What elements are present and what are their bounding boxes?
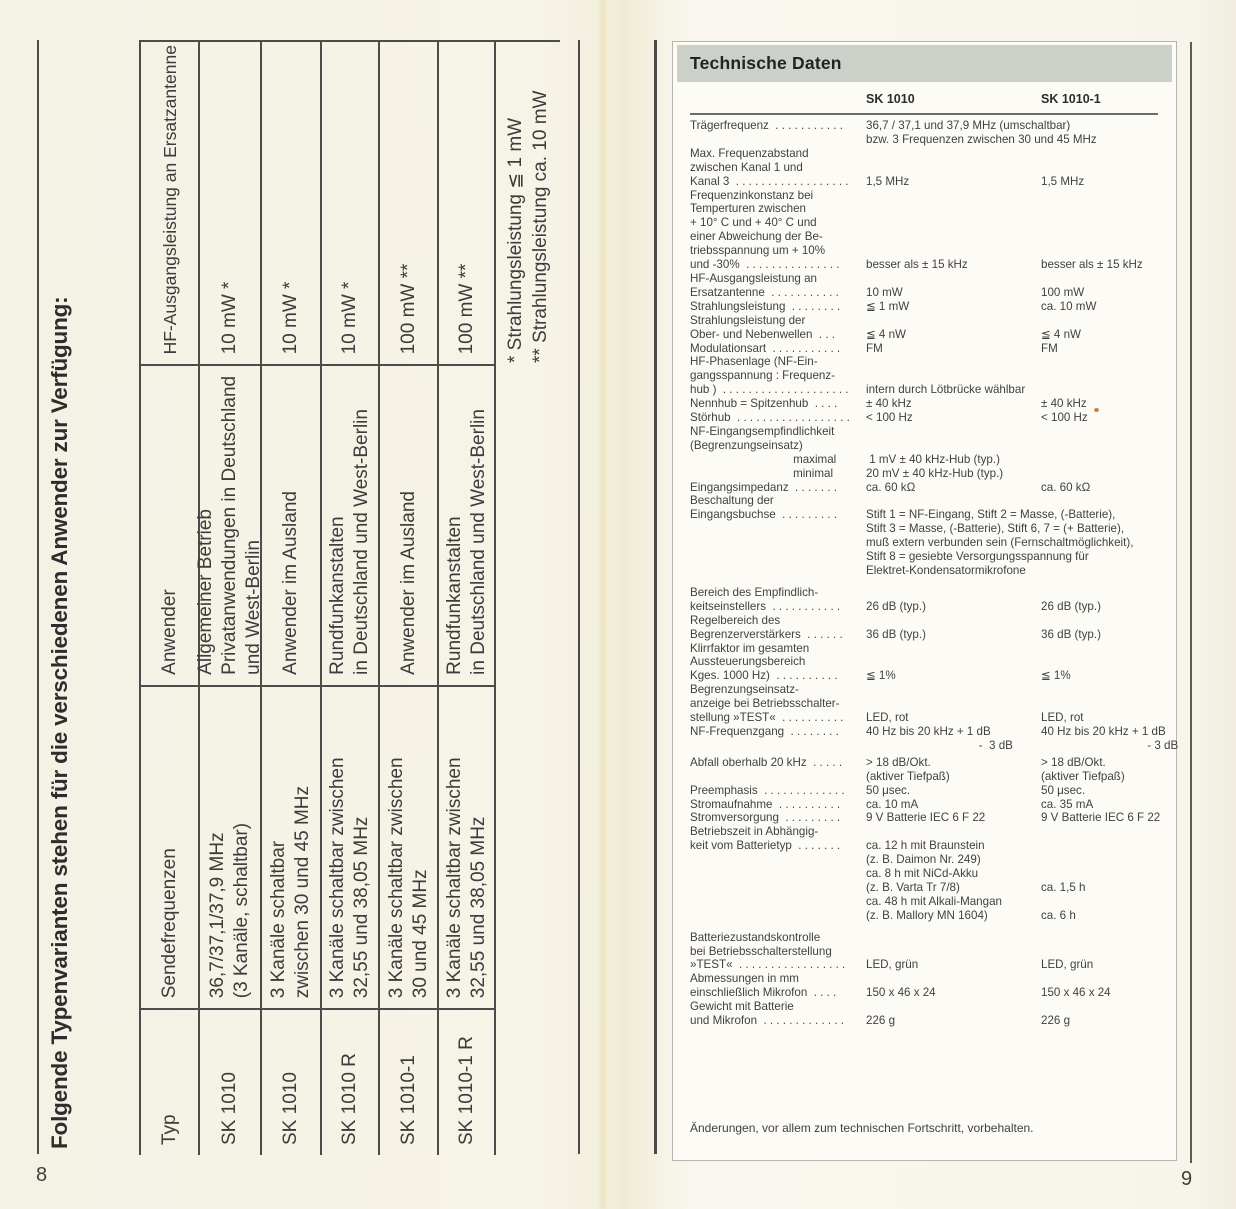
change-reservation-note: Änderungen, vor allem zum technischen Fortschritt, vorbehalten. [690, 1121, 1034, 1135]
spec-value-sk1010 [866, 931, 1041, 945]
spec-label: Stromaufnahme . . . . . . . . . . [690, 797, 841, 811]
technical-data-title: Technische Daten [690, 53, 842, 73]
spec-value-sk1010-1: ca. 10 mW [1041, 299, 1097, 313]
table-cell: 10 mW * [262, 42, 320, 366]
table-cell: SK 1010-1 R [455, 1036, 477, 1145]
spec-line [690, 147, 1170, 161]
spec-line [690, 986, 1170, 1000]
spec-line [690, 383, 1170, 397]
spec-value-sk1010: Stift 1 = NF-Eingang, Stift 2 = Masse, (-Batterie), [866, 508, 1116, 522]
spec-value-sk1010-1: LED, grün [1041, 958, 1094, 972]
spec-label: Kges. 1000 Hz) . . . . . . . . . . [690, 669, 838, 683]
column-header-sk1010-1: SK 1010-1 [1041, 92, 1101, 106]
spec-line [690, 314, 1170, 328]
spec-value-sk1010: 50 μsec. [866, 783, 911, 797]
spec-label: + 10° C und + 40° C und [690, 216, 817, 230]
table-cell: 36,7/37,1/37,9 MHz (3 Kanäle, schaltbar) [200, 687, 260, 1010]
spec-value-sk1010: 40 Hz bis 20 kHz + 1 dB [866, 724, 991, 738]
spec-label: Stromversorgung . . . . . . . . . [690, 811, 841, 825]
spec-value-sk1010-1: 9 V Batterie IEC 6 F 22 [1041, 811, 1161, 825]
spec-table [690, 119, 1179, 1028]
right-page-edge-rule [654, 40, 657, 1154]
spec-value-sk1010-1: besser als ± 15 kHz [1041, 258, 1143, 272]
spec-line [690, 655, 1170, 669]
spec-label: zwischen Kanal 1 und [690, 160, 803, 174]
spec-value-sk1010-1: ca. 60 kΩ [1041, 480, 1091, 494]
table-row [439, 42, 496, 1155]
spec-label [690, 909, 866, 923]
spec-line [690, 564, 1170, 578]
page-fold-shade [620, 0, 666, 1209]
spec-value-sk1010 [866, 147, 1041, 161]
spec-label: Betriebszeit in Abhängig- [690, 825, 819, 839]
spec-label: und -30% . . . . . . . . . . . . . . . [690, 258, 840, 272]
spec-label: maximal [690, 452, 837, 466]
spec-label [690, 770, 866, 784]
spec-line [690, 230, 1170, 244]
spec-label: Ersatzantenne . . . . . . . . . . . [690, 285, 839, 299]
table-cell: Allgemeiner Betrieb Privatanwendungen in Deutschland und West-Berlin [200, 366, 260, 686]
spec-value-sk1010: LED, rot [866, 711, 909, 725]
table-cell: Rundfunkanstalten in Deutschland und West-Berlin [439, 366, 494, 686]
spec-line [690, 355, 1170, 369]
spec-label: Bereich des Empfindlich- [690, 585, 819, 599]
table-cell: 3 Kanäle schaltbar zwischen 32,55 und 38,05 MHz [439, 687, 494, 1010]
spec-value-sk1010: 9 V Batterie IEC 6 F 22 [866, 811, 986, 825]
spec-label: Trägerfrequenz . . . . . . . . . . . [690, 119, 843, 132]
spec-value-sk1010 [866, 642, 1041, 656]
spec-value-sk1010-1: 100 mW [1041, 285, 1085, 299]
table-cell: 10 mW * [322, 42, 378, 366]
spec-label: Regelbereich des [690, 613, 781, 627]
table-cell: SK 1010 [280, 1072, 301, 1145]
spec-line [690, 1014, 1170, 1028]
table-cell: SK 1010-1 [397, 1055, 419, 1145]
spec-value-sk1010 [866, 272, 1041, 286]
table-cell: Rundfunkanstalten in Deutschland und West-Berlin [322, 366, 378, 686]
spec-label: Abmessungen in mm [690, 972, 799, 986]
print-artifact-dot [1094, 408, 1099, 412]
spec-value-sk1010 [866, 355, 1041, 369]
spec-line [690, 628, 1170, 642]
table-header-row [141, 42, 200, 1155]
spec-line [690, 300, 1170, 314]
spec-value-sk1010: 1 mV ± 40 kHz-Hub (typ.) [866, 452, 1000, 466]
spec-label: anzeige bei Betriebsschalter- [690, 697, 840, 711]
left-page-margin-rule [37, 40, 39, 1154]
spec-label: und Mikrofon . . . . . . . . . . . . . [690, 1014, 844, 1028]
spec-value-sk1010 [866, 945, 1041, 959]
spec-label: hub ) . . . . . . . . . . . . . . . . . . . . [690, 383, 849, 397]
spec-label [690, 739, 866, 753]
spec-line [690, 600, 1170, 614]
spec-value-sk1010: Stift 8 = gesiebte Versorgungsspannung für [866, 550, 1089, 564]
spec-line [690, 711, 1170, 725]
spec-line [690, 697, 1170, 711]
table-header-cell: HF-Ausgangsleistung an Ersatzantenne [141, 42, 198, 366]
spec-label: HF-Phasenlage (NF-Ein- [690, 355, 818, 369]
spec-line [690, 272, 1170, 286]
spec-label: Preemphasis . . . . . . . . . . . . . [690, 783, 845, 797]
spec-value-sk1010-1: < 100 Hz [1041, 411, 1088, 425]
spec-label: stellung »TEST« . . . . . . . . . . [690, 711, 844, 725]
spec-value-sk1010: (z. B. Mallory MN 1604) [866, 908, 988, 922]
spec-line [690, 945, 1170, 959]
spec-value-sk1010-1: - 3 dB [1041, 738, 1179, 752]
spec-value-sk1010 [866, 189, 1041, 203]
spec-value-sk1010 [866, 161, 1041, 175]
spec-value-sk1010-1: ca. 35 mA [1041, 797, 1094, 811]
column-header-rule [690, 113, 1158, 115]
spec-value-sk1010 [866, 494, 1041, 508]
type-variants-table [139, 40, 560, 1155]
spec-value-sk1010 [866, 972, 1041, 986]
spec-label: Störhub . . . . . . . . . . . . . . . . . . [690, 411, 850, 425]
spec-line [690, 669, 1170, 683]
spec-line [690, 189, 1170, 203]
table-header-cell: Anwender [141, 366, 198, 686]
spec-label: einschließlich Mikrofon . . . . [690, 986, 837, 1000]
spec-value-sk1010: (z. B. Daimon Nr. 249) [866, 853, 981, 867]
spec-line [690, 175, 1170, 189]
spec-value-sk1010 [866, 244, 1041, 258]
table-cell: 3 Kanäle schaltbar zwischen 32,55 und 38,05 MHz [322, 687, 378, 1010]
spec-line [690, 161, 1170, 175]
spec-line [690, 756, 1170, 770]
footnote-line: ** Strahlungsleistung ca. 10 mW [530, 90, 551, 363]
spec-value-sk1010-1: ± 40 kHz [1041, 397, 1087, 411]
spec-value-sk1010-1: 36 dB (typ.) [1041, 627, 1101, 641]
spec-label [690, 881, 866, 895]
spec-value-sk1010: ca. 48 h mit Alkali-Mangan [866, 894, 1002, 908]
spec-label [690, 522, 866, 536]
spec-value-sk1010-1: 50 μsec. [1041, 783, 1086, 797]
spec-value-sk1010: besser als ± 15 kHz [866, 258, 968, 272]
spec-label: Beschaltung der [690, 494, 774, 508]
spec-value-sk1010: 36,7 / 37,1 und 37,9 MHz (umschaltbar) [866, 119, 1071, 132]
spec-line [690, 839, 1170, 853]
spec-value-sk1010: ± 40 kHz [866, 397, 912, 411]
spec-line [690, 550, 1170, 564]
spec-value-sk1010: LED, grün [866, 958, 919, 972]
spec-line [690, 738, 1179, 753]
page-number-left: 8 [36, 1164, 48, 1186]
spec-line [690, 895, 1170, 909]
left-page-title: Folgende Typenvarianten stehen für die verschiedenen Anwender zur Verfügung: [47, 296, 72, 1149]
table-cell: 100 mW ** [439, 42, 494, 366]
spec-value-sk1010 [866, 314, 1041, 328]
spec-value-sk1010: 26 dB (typ.) [866, 599, 926, 613]
spec-value-sk1010: ≦ 1 mW [866, 299, 910, 313]
spec-label: NF-Eingangsempfindlichkeit [690, 424, 835, 438]
spec-value-sk1010-1: ca. 1,5 h [1041, 880, 1086, 894]
spec-value-sk1010: ca. 60 kΩ [866, 480, 916, 494]
spec-value-sk1010: < 100 Hz [866, 411, 913, 425]
spec-label: Eingangsbuchse . . . . . . . . . [690, 508, 837, 522]
spec-value-sk1010: ≦ 1% [866, 669, 896, 683]
spec-value-sk1010 [866, 655, 1041, 669]
spec-gap [690, 578, 1170, 586]
spec-line [690, 411, 1170, 425]
spec-value-sk1010 [866, 369, 1041, 383]
spec-line [690, 439, 1170, 453]
spec-value-sk1010: 150 x 46 x 24 [866, 986, 936, 1000]
spec-value-sk1010-1: (aktiver Tiefpaß) [1041, 769, 1125, 783]
table-header-cell: Sendefrequenzen [141, 687, 198, 1010]
spec-value-sk1010 [866, 216, 1041, 230]
spec-label: Abfall oberhalb 20 kHz . . . . . [690, 755, 843, 769]
spec-line [690, 453, 1170, 467]
spec-value-sk1010-1: 40 Hz bis 20 kHz + 1 dB [1041, 724, 1166, 738]
spec-value-sk1010 [866, 439, 1041, 453]
spec-label: »TEST« . . . . . . . . . . . . . . . . . [690, 958, 846, 972]
spec-line [690, 683, 1170, 697]
spec-label [690, 564, 866, 578]
spec-line [690, 522, 1170, 536]
footnote-line: * Strahlungsleistung ≦ 1 mW [505, 117, 526, 363]
spec-value-sk1010 [866, 1000, 1041, 1014]
spec-value-sk1010 [866, 614, 1041, 628]
spec-label: Nennhub = Spitzenhub . . . . [690, 397, 838, 411]
spec-line [690, 369, 1170, 383]
spec-label: Modulationsart . . . . . . . . . . . [690, 341, 841, 355]
table-cell: SK 1010 R [339, 1053, 360, 1145]
spec-label: minimal [690, 466, 834, 480]
table-cell: 3 Kanäle schaltbar zwischen 30 und 45 MHz [262, 687, 320, 1010]
table-cell: 3 Kanäle schaltbar zwischen 30 und 45 MHz [380, 687, 437, 1010]
right-page-margin-rule [1190, 42, 1192, 1163]
spec-label: Batteriezustandskontrolle [690, 930, 821, 944]
spec-value-sk1010-1: ≦ 1% [1041, 669, 1071, 683]
spec-line [690, 342, 1170, 356]
spec-label: Strahlungsleistung der [690, 313, 806, 327]
spec-value-sk1010 [866, 825, 1041, 839]
spec-label: Strahlungsleistung . . . . . . . . [690, 299, 841, 313]
spec-label: Gewicht mit Batterie [690, 1000, 794, 1014]
spec-label: Begrenzerverstärkers . . . . . . [690, 627, 843, 641]
spec-value-sk1010-1: 150 x 46 x 24 [1041, 986, 1111, 1000]
spec-label [690, 853, 866, 867]
spec-value-sk1010: Stift 3 = Masse, (-Batterie), Stift 6, 7 = (+ Batterie), [866, 522, 1125, 536]
spec-value-sk1010 [866, 202, 1041, 216]
spec-value-sk1010-1: ≦ 4 nW [1041, 327, 1081, 341]
spec-value-sk1010: ca. 10 mA [866, 797, 919, 811]
spec-value-sk1010: > 18 dB/Okt. [866, 755, 931, 769]
spec-label: NF-Frequenzgang . . . . . . . . [690, 724, 839, 738]
spec-label: Temperturen zwischen [690, 202, 806, 216]
spec-value-sk1010: Elektret-Kondensatormikrofone [866, 564, 1026, 577]
table-row [195, 42, 264, 1155]
spec-line [690, 508, 1170, 522]
spec-line [690, 481, 1170, 495]
spec-line [690, 614, 1170, 628]
spec-value-sk1010: ca. 8 h mit NiCd-Akku [866, 867, 979, 881]
spec-value-sk1010: 20 mV ± 40 kHz-Hub (typ.) [866, 466, 1004, 480]
spec-label: Max. Frequenzabstand [690, 146, 809, 160]
spec-value-sk1010: 10 mW [866, 285, 903, 299]
spec-line [690, 972, 1170, 986]
table-footnotes [496, 42, 560, 1155]
spec-label: keit vom Batterietyp . . . . . . . [690, 839, 841, 853]
spec-value-sk1010 [866, 586, 1041, 600]
spec-line [690, 725, 1170, 739]
spec-label: triebsspannung um + 10% [690, 244, 826, 258]
spec-value-sk1010: ca. 12 h mit Braunstein [866, 839, 985, 853]
spec-value-sk1010 [866, 683, 1041, 697]
spec-value-sk1010-1: ca. 6 h [1041, 908, 1076, 922]
spec-line [690, 881, 1170, 895]
table-cell: Anwender im Ausland [380, 366, 437, 686]
spec-value-sk1010: intern durch Lötbrücke wählbar [866, 383, 1026, 397]
spec-line [690, 825, 1170, 839]
technical-data-header-band [677, 45, 1172, 82]
table-header-cell: Typ [158, 1114, 180, 1145]
spec-label [690, 133, 866, 147]
spec-label: Aussteuerungsbereich [690, 655, 806, 669]
spec-value-sk1010: bzw. 3 Frequenzen zwischen 30 und 45 MHz [866, 132, 1097, 146]
spec-label: HF-Ausgangsleistung an [690, 271, 817, 285]
table-cell: SK 1010 [219, 1072, 240, 1145]
spec-label [690, 550, 866, 564]
spec-line [690, 425, 1170, 439]
spec-value-sk1010: 226 g [866, 1014, 896, 1028]
technical-data-panel [672, 41, 1177, 1161]
spec-label: Begrenzungseinsatz- [690, 683, 799, 697]
spec-gap [690, 923, 1170, 931]
spec-line [690, 811, 1170, 825]
spec-value-sk1010: 1,5 MHz [866, 174, 910, 188]
spec-line [690, 258, 1170, 272]
column-header-sk1010: SK 1010 [866, 92, 915, 106]
spec-label: einer Abweichung der Be- [690, 230, 823, 244]
spec-line [690, 467, 1170, 481]
spec-label: bei Betriebsschalterstellung [690, 944, 832, 958]
spec-label [690, 536, 866, 550]
spec-value-sk1010: FM [866, 341, 883, 355]
spec-line [690, 586, 1170, 600]
table-row [380, 42, 439, 1155]
spec-line [690, 202, 1170, 216]
spec-value-sk1010: muß extern verbunden sein (Fernschaltmöglichkeit), [866, 536, 1134, 550]
spec-line [690, 286, 1170, 300]
spec-line [690, 536, 1170, 550]
spec-label [690, 895, 866, 909]
spec-value-sk1010-1: LED, rot [1041, 711, 1084, 725]
spec-line [690, 328, 1170, 342]
spec-line [690, 931, 1170, 945]
spec-label: Ober- und Nebenwellen . . . [690, 327, 836, 341]
spec-label: Kanal 3 . . . . . . . . . . . . . . . . . . [690, 174, 849, 188]
spec-value-sk1010 [866, 230, 1041, 244]
spec-line [690, 244, 1170, 258]
spec-value-sk1010: - 3 dB [866, 738, 1013, 752]
table-cell: Anwender im Ausland [262, 366, 320, 686]
spec-value-sk1010-1: 26 dB (typ.) [1041, 599, 1101, 613]
spec-value-sk1010-1: FM [1041, 341, 1058, 355]
spec-line [690, 216, 1170, 230]
table-cell: 100 mW ** [380, 42, 437, 366]
spec-line [690, 798, 1170, 812]
spec-value-sk1010: (z. B. Varta Tr 7/8) [866, 880, 960, 894]
spec-label: keitseinstellers . . . . . . . . . . . [690, 599, 841, 613]
spec-line [690, 867, 1170, 881]
spec-value-sk1010-1: 226 g [1041, 1014, 1071, 1028]
table-row [322, 42, 380, 1155]
spec-value-sk1010 [866, 697, 1041, 711]
spec-label: (Begrenzungseinsatz) [690, 438, 803, 452]
spec-line [690, 909, 1170, 923]
page-fold-streak [600, 0, 606, 1209]
spec-line [690, 784, 1170, 798]
spec-label: gangsspannung : Frequenz- [690, 369, 836, 383]
spec-label [690, 867, 866, 881]
spec-line [690, 119, 1170, 133]
left-page-edge-rule [578, 40, 580, 1154]
spec-line [690, 642, 1170, 656]
spec-line [690, 494, 1170, 508]
spec-value-sk1010-1: > 18 dB/Okt. [1041, 755, 1106, 769]
spec-value-sk1010-1: 1,5 MHz [1041, 174, 1085, 188]
spec-line [690, 1000, 1170, 1014]
table-row [262, 42, 322, 1155]
spec-line [690, 958, 1170, 972]
spec-value-sk1010 [866, 425, 1041, 439]
spec-label: Frequenzinkonstanz bei [690, 188, 814, 202]
spec-line [690, 853, 1170, 867]
spec-value-sk1010: ≦ 4 nW [866, 327, 906, 341]
table-cell: 10 mW * [200, 42, 260, 366]
spec-label: Eingangsimpedanz . . . . . . . [690, 480, 837, 494]
spec-label: Klirrfaktor im gesamten [690, 641, 810, 655]
page-number-right: 9 [1181, 1168, 1193, 1190]
spec-line [690, 133, 1170, 147]
spec-line [690, 770, 1170, 784]
spec-value-sk1010: (aktiver Tiefpaß) [866, 769, 950, 783]
spec-value-sk1010: 36 dB (typ.) [866, 627, 926, 641]
